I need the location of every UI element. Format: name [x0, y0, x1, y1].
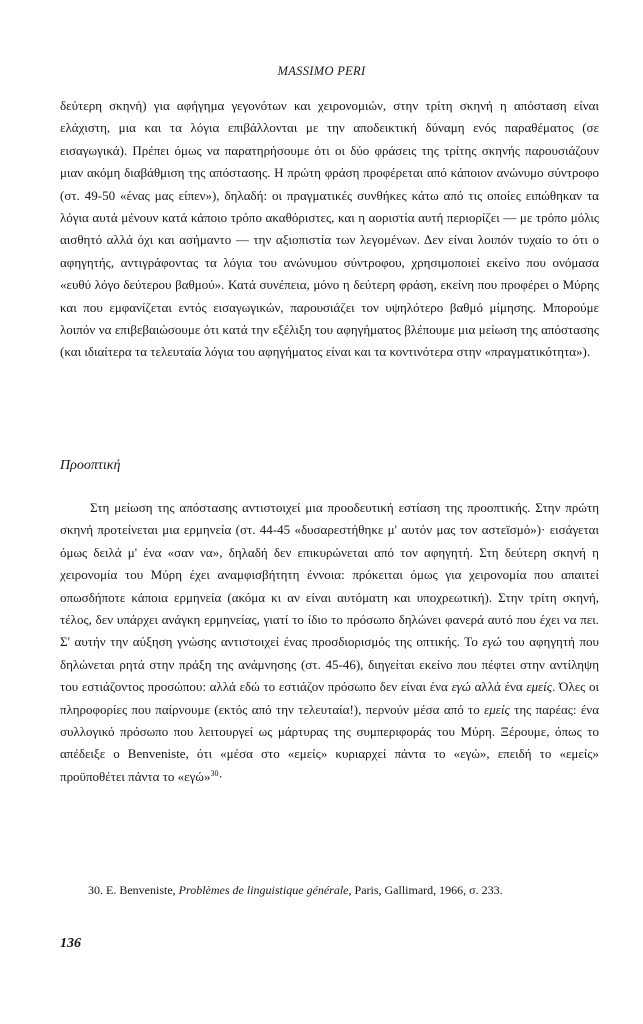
footnote-text: 30. E. Benveniste,	[88, 883, 179, 897]
section-heading: Προοπτική	[60, 458, 121, 473]
italic-term: εμείς	[484, 701, 510, 717]
paragraph-text: Στη μείωση της απόστασης αντιστοιχεί μια προοδευτική εστίαση της προοπτικής. Στην πρώτη σκηνή προτείνεται μια ερμηνεία (στ. 44-45 «δυσαρεστήθηκε μ' αυτόν μας τον αστεϊσμό»)· εισάγεται όμως δειλά μ' ένα «σαν να», δηλαδή δεν επικυρώνεται από τον αφηγητή. Στη δεύτερη σκηνή η χειρονομία του Μύρη έχει αναμφισβήτητη έννοια: πρόκειται όμως για χειρονομία που απαιτεί οπωσδήποτε κάποια ερμηνεία (ακόμα κι αν είναι αυτόματη και υποχρεωτική). Στην τρίτη σκηνή, τέλος, δεν υπάρχει ανάγκη ερμηνείας, γιατί το ίδιο το πρόσωπο δηλώνει φανερά αυτό που έχει να πει. Σ' αυτήν την αύξηση γνώσης αντιστοιχεί ένας προσδιορισμός της οπτικής. Το	[60, 500, 599, 650]
footnote-text: , Paris, Gallimard, 1966, σ. 233.	[348, 883, 503, 897]
italic-term: εμείς	[526, 679, 553, 695]
paragraph-text: της παρέας: ένα συλλογικό πρόσωπο που λειτουργεί ως μάρτυρας της συμπεριφοράς του Μύρη. Ξέρουμε, όπως το απέδειξε ο Benveniste, ότι «μέσα στο «εμείς» κυριαρχεί πάντα το «εγώ», επειδή το «εμείς» προϋποθέτει πάντα το «εγώ»	[60, 701, 599, 784]
page-number: 136	[60, 936, 81, 951]
body-paragraph: δεύτερη σκηνή) για αφήγημα γεγονότων και χειρονομιών, στην τρίτη σκηνή η απόσταση είναι ελάχιστη, μια και τα λόγια επιβάλλονται με την αποδεικτική δύναμη ενός παραθέματος (σε εισαγωγικά). Πρέπει όμως να παρατηρήσουμε ότι οι δύο φράσεις της τρίτης σκηνής παρουσιάζουν μιαν ακόμη διαβάθμιση της απόστασης. Η πρώτη φράση προφέρεται από κάποιον ανώνυμο σύντροφο (στ. 49-50 «ένας μας είπεν»), δηλαδή: οι πραγματικές συνθήκες κάτω από τις οποίες ειπώθηκαν τα λόγια αυτά μένουν κατά κάποιο τρόπο ακαθόριστες, και η αοριστία αυτή περιορίζει — με τρόπο μόλις αισθητό αλλά όχι και ασήμαντο — την αξιοπιστία των λεγομένων. Δεν είναι λοιπόν τυχαίο το ότι ο αφηγητής, αντιγράφοντας τα λόγια του ανώνυμου σύντροφου, χρησιμοποιεί εκείνο που ονόμασα «ευθύ λόγο δεύτερου βαθμού». Κατά συνέπεια, μόνο η δεύτερη φράση, εκείνη που προφέρει ο Μύρης και που εμφανίζεται εντός εισαγωγικών, παρουσιάζει τον υψηλότερο βαθμό μίμησης. Μπορούμε λοιπόν να επιβεβαιώσουμε ότι κατά την εξέλιξη του αφηγήματος βλέπουμε μια μείωση της απόστασης (και ιδιαίτερα τα τελευταία λόγια του αφηγήματος είναι και τα κοντινότερα στην «πραγματικότητα»).	[60, 98, 599, 360]
running-head: MASSIMO PERI	[277, 64, 366, 78]
paragraph-text: ·	[218, 768, 223, 784]
italic-term: εγώ	[482, 634, 502, 650]
paragraph-text: του αφηγητή που δηλώνεται ρητά στην πράξη της ανάμνησης (στ. 45-46), διηγείται εκείνο που πέφτει στην αντίληψη του εστιάζοντος προσώπου: αλλά εδώ το εστιάζον πρόσωπο δεν είναι ένα	[60, 634, 599, 695]
paragraph-text: αλλά ένα	[470, 679, 527, 695]
italic-term: εγώ	[451, 679, 471, 695]
footnote-reference: 30	[210, 768, 219, 778]
body-paragraph	[60, 497, 599, 788]
paragraph-text: . Όλες οι πληροφορίες που παίρνουμε (εκτός από την τελευταία!), περνούν μέσα από το	[60, 679, 599, 717]
footnote-book-title: Problèmes de linguistique générale	[178, 883, 349, 897]
footnote	[88, 883, 608, 898]
